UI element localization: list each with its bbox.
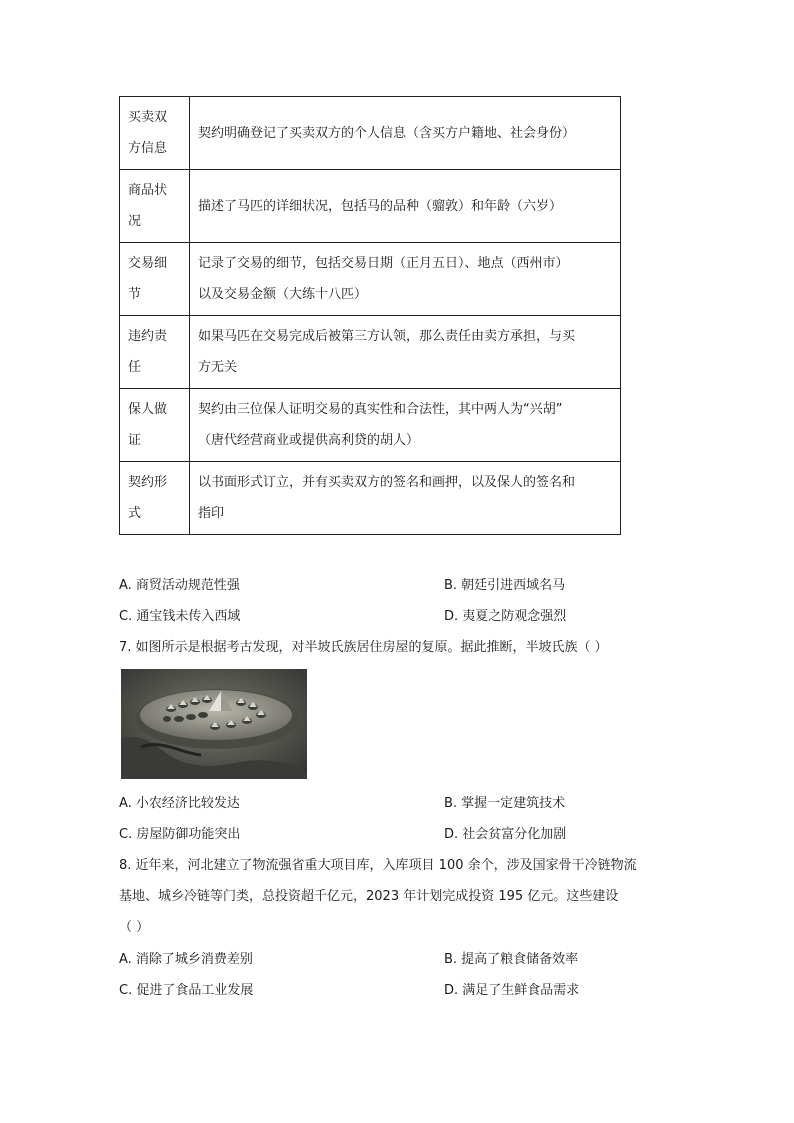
row-header-line: 保人做 xyxy=(128,402,168,417)
row-content xyxy=(190,462,621,535)
row-header-line: 契约形 xyxy=(128,475,168,490)
q8-stem-line: （ ） xyxy=(119,920,150,935)
row-header-line: 式 xyxy=(128,506,142,521)
row-header xyxy=(120,316,190,389)
table-row xyxy=(120,462,621,535)
table-row xyxy=(120,170,621,243)
q8-option-d[interactable]: D. 满足了生鲜食品需求 xyxy=(444,983,580,998)
row-header-line: 违约责 xyxy=(128,329,168,344)
row-content-line: 描述了马匹的详细状况，包括马的品种（骝敦）和年龄（六岁） xyxy=(198,198,563,214)
table-row xyxy=(120,389,621,462)
row-content-line: 如果马匹在交易完成后被第三方认领，那么责任由卖方承担，与买 xyxy=(198,329,576,344)
q7-option-a[interactable]: A. 小农经济比较发达 xyxy=(119,796,240,811)
row-content xyxy=(190,389,621,462)
row-content-line: （唐代经营商业或提供高利贷的胡人） xyxy=(198,433,420,448)
q6-option-c[interactable]: C. 通宝钱未传入西域 xyxy=(119,609,241,624)
q7-option-c[interactable]: C. 房屋防御功能突出 xyxy=(119,827,241,842)
row-header-line: 证 xyxy=(128,433,142,448)
q7-option-d[interactable]: D. 社会贫富分化加剧 xyxy=(444,827,567,842)
row-header-line: 交易细 xyxy=(128,256,168,271)
q8-option-a[interactable]: A. 消除了城乡消费差别 xyxy=(119,952,253,967)
q7-option-b[interactable]: B. 掌握一定建筑技术 xyxy=(444,796,566,811)
row-content-line: 以及交易金额（大练十八匹） xyxy=(198,287,368,302)
row-header xyxy=(120,170,190,243)
row-content-line: 契约明确登记了买卖双方的个人信息（含买方户籍地、社会身份） xyxy=(198,125,576,141)
table-row xyxy=(120,243,621,316)
row-header xyxy=(120,389,190,462)
row-header xyxy=(120,243,190,316)
q7-stem: 7. 如图所示是根据考古发现，对半坡氏族居住房屋的复原。据此推断，半坡氏族（ ） xyxy=(119,640,608,655)
row-content-line: 契约由三位保人证明交易的真实性和合法性，其中两人为“兴胡” xyxy=(198,402,563,417)
contract-table xyxy=(119,96,621,535)
row-header-line: 买卖双 xyxy=(128,110,168,125)
q6-option-a[interactable]: A. 商贸活动规范性强 xyxy=(119,578,240,593)
row-header-line: 任 xyxy=(128,360,142,375)
row-header-line: 节 xyxy=(128,287,142,302)
row-header xyxy=(120,462,190,535)
row-header xyxy=(120,97,190,170)
row-content xyxy=(190,97,621,170)
row-content xyxy=(190,170,621,243)
row-content xyxy=(190,243,621,316)
q8-option-c[interactable]: C. 促进了食品工业发展 xyxy=(119,983,254,998)
row-content-line: 指印 xyxy=(198,506,225,521)
banpo-house-reconstruction-image xyxy=(121,669,307,779)
row-header-line: 商品状 xyxy=(128,183,168,198)
q8-option-b[interactable]: B. 提高了粮食储备效率 xyxy=(444,952,579,967)
q8-stem-line: 基地、城乡冷链等门类，总投资超千亿元，2023 年计划完成投资 195 亿元。这些建设 xyxy=(119,889,619,904)
q8-stem-line: 8. 近年来，河北建立了物流强省重大项目库，入库项目 100 余个，涉及国家骨干冷链物流 xyxy=(119,858,637,873)
q6-option-b[interactable]: B. 朝廷引进西域名马 xyxy=(444,578,566,593)
q6-option-d[interactable]: D. 夷夏之防观念强烈 xyxy=(444,609,567,624)
row-content-line: 记录了交易的细节，包括交易日期（正月五日）、地点（西州市） xyxy=(198,256,569,271)
row-header-line: 方信息 xyxy=(128,141,168,156)
table-row xyxy=(120,316,621,389)
row-header-line: 况 xyxy=(128,214,142,229)
row-content-line: 以书面形式订立，并有买卖双方的签名和画押，以及保人的签名和 xyxy=(198,475,576,490)
row-content-line: 方无关 xyxy=(198,360,238,375)
table-row xyxy=(120,97,621,170)
row-content xyxy=(190,316,621,389)
